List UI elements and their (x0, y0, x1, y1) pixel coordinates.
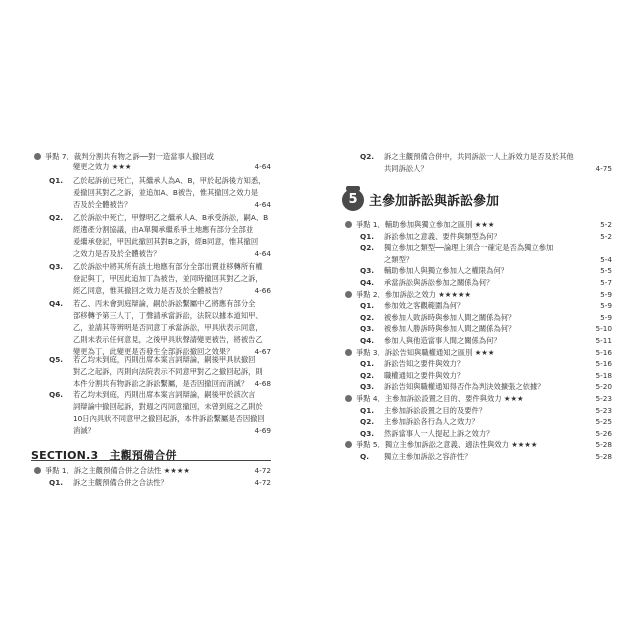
question-text-continued: 本件分割共有物訴訟之訴訟繫屬，是否因撤回而消滅？ (73, 379, 249, 388)
question-text: 獨立主參加訴訟之容許性？ (384, 452, 472, 461)
question-label: Q6. (49, 390, 64, 399)
question-text: 乙於訴訟中將其所有該土地應有部分全部出賣並移轉所有權 (73, 262, 263, 271)
page-number: 5-26 (595, 428, 612, 438)
page-number: 4-64 (254, 200, 271, 209)
question-label: Q4. (360, 278, 375, 287)
question-label: Q2. (49, 213, 64, 222)
page-number: 4-64 (254, 162, 271, 171)
issue-title: 爭點 2．參加訴訟之效力 ★★★★★ (356, 289, 471, 299)
question-label: Q2. (360, 370, 375, 380)
chapter-number-badge: 5 (342, 189, 364, 211)
page-number: 4-64 (254, 249, 271, 258)
page-number: 5-2 (600, 220, 612, 229)
question-text-continued: 爰撤回其對乙之訴，並追加A、B被告，惟其撤回之效力是 (73, 188, 259, 197)
page-number: 5-4 (600, 254, 612, 264)
question-label: Q2. (360, 312, 375, 322)
question-label: Q3. (360, 428, 375, 438)
page-number: 5-10 (595, 324, 612, 334)
question-text-continued: 乙則未表示任何意見，之後甲具狀聲請變更被告，將被告乙 (73, 335, 263, 344)
question-text-continued: 登記與丁，甲因此追加丁為被告，並同時撤回其對乙之訴， (73, 274, 263, 283)
chapter-title: 主參加訴訟與訴訟參加 (369, 194, 500, 209)
question-label: Q2. (360, 243, 375, 253)
page-number: 4-69 (254, 426, 271, 435)
question-text: 訴之主觀預備合併之合法性？ (73, 478, 168, 487)
question-text: 職權通知之要件與效力？ (384, 370, 465, 380)
question-text: 承當訴訟與訴訟參加之關係為何？ (384, 278, 494, 287)
issue-bullet-icon (345, 349, 352, 356)
question-text: 訴訟參加之意義、要件與類型為何？ (384, 231, 501, 241)
issue-title: 爭點 3．訴訟告知與職權通知之區別 ★★★ (356, 347, 495, 357)
question-text: 獨立參加之類型──論理上須合一確定是否為獨立參加 (384, 243, 554, 253)
question-text-continued: 之效力是否及於全體被告？ (73, 249, 161, 258)
page-number: 5-28 (595, 440, 612, 450)
question-text: 主參加訴訟各行為人之效力？ (384, 417, 479, 427)
question-text: 若乙、丙未會到庭辯論，嗣於訴訟繫屬中乙將應有部分全 (73, 299, 256, 308)
question-label: Q3. (360, 324, 375, 334)
question-text-continued: 對乙之起訴，丙則向法院表示不同意甲對乙之撤回起訴，則 (73, 367, 263, 376)
issue-bullet-icon (34, 467, 41, 474)
question-text-continued: 消滅？ (73, 426, 95, 435)
issue-title: 爭點 7．裁判分割共有物之訴──對一造當事人撤回或 (45, 152, 214, 161)
question-text: 乙於訴訟中死亡，甲聲明乙之繼承人A、B承受訴訟，嗣A、B (73, 213, 269, 222)
question-text: 若乙均未到庭，丙則出席本案言詞辯論，嗣後甲於該次言 (73, 390, 256, 399)
question-text: 若乙均未到庭，丙則出席本案言詞辯論，嗣後甲具狀撤回 (73, 355, 256, 364)
question-label: Q1. (360, 405, 375, 415)
question-text: 參加效之客觀範圍為何？ (384, 301, 465, 311)
page-number: 5-28 (595, 452, 612, 461)
issue-bullet-icon (345, 221, 352, 228)
page-number: 5-11 (595, 336, 612, 345)
question-label: Q4. (49, 299, 64, 308)
issue-title: 爭點 5．獨立主參加訴訟之意義、適法性與效力 ★★★★ (356, 440, 538, 450)
page-number: 5-18 (595, 370, 612, 380)
page-number: 5-23 (595, 394, 612, 403)
page-number: 4-75 (595, 164, 612, 173)
question-text-continued: 爰繼承登記，甲因此撤回其對B之訴，經B同意，惟其撤回 (73, 237, 259, 246)
question-label: Q2. (360, 417, 375, 427)
question-text: 被參加人敗訴時與參加人間之關係為何？ (384, 312, 516, 322)
issue-bullet-icon (345, 395, 352, 402)
question-text: 參加人與他造當事人間之關係為何？ (384, 336, 501, 345)
question-text-continued: 變更為丁，此變更是否發生全部訴訟撤回之效果？ (73, 347, 234, 356)
issue-title: 爭點 1．輔助參加與獨立參加之區別 ★★★ (356, 220, 495, 229)
page-number: 5-25 (595, 417, 612, 427)
question-label: Q1. (360, 301, 375, 311)
page-number: 5-20 (595, 382, 612, 392)
question-text-continued: 否及於全體被告？ (73, 200, 132, 209)
question-label: Q1. (360, 231, 375, 241)
page-number: 5-2 (600, 231, 612, 241)
question-text-continued: 經乙同意，惟其撤回之效力是否及於全體被告？ (73, 286, 227, 295)
question-text-continued: 詞辯論中撤回起訴，對週之丙同意撤回，未曾到庭之乙則於 (73, 402, 263, 411)
issue-title-continued: 變更之效力 ★★★ (73, 162, 132, 171)
page-number: 5-16 (595, 347, 612, 357)
section-title: SECTION.3 主觀預備合併 (31, 449, 177, 462)
question-label: Q5. (49, 355, 64, 364)
question-text: 訴訟告知之要件與效力？ (384, 359, 465, 369)
page-number: 5-9 (600, 289, 612, 299)
question-label: Q3. (360, 266, 375, 276)
question-text: 訴之主觀預備合併中，共同訴訟一人上訴效力是否及於其他 (384, 152, 574, 161)
question-label: Q3. (49, 262, 64, 271)
page-number: 4-67 (254, 347, 271, 356)
issue-bullet-icon (345, 291, 352, 298)
issue-title: 爭點 1．訴之主觀預備合併之合法性 ★★★★ (45, 466, 190, 475)
question-text-continued: 乙，並請其等辨明是否同意丁承當訴訟，甲具狀表示同意， (73, 323, 263, 332)
question-text: 然訴當事人一人提起上訴之效力？ (384, 428, 494, 438)
question-text-continued: 經遺產分割協議，由A單獨承繼系爭土地應有部分全部並 (73, 225, 254, 234)
page-number: 5-5 (600, 266, 612, 276)
issue-title: 爭點 4．主參加訴訟設置之目的、要件與效力 ★★★ (356, 394, 524, 403)
page-number: 5-9 (600, 312, 612, 322)
page-number: 5-16 (595, 359, 612, 369)
question-text: 訴訟告知與職權通知得否作為判決效擴張之依據？ (384, 382, 545, 392)
page-number: 5-9 (600, 301, 612, 311)
question-text: 被參加人勝訴時與參加人間之關係為何？ (384, 324, 516, 334)
page-number: 4-72 (254, 466, 271, 475)
page-number: 5-23 (595, 405, 612, 415)
question-label: Q1. (49, 478, 64, 487)
question-text-continued: 10日內具狀不同意甲之撤回起訴，本件訴訟繫屬是否因撤回 (73, 414, 265, 423)
question-text: 主參加訴訟設置之目的及要件？ (384, 405, 487, 415)
question-label: Q1. (360, 359, 375, 369)
page-number: 4-72 (254, 478, 271, 487)
question-text: 乙於起訴前已死亡，其繼承人為A、B，甲於起訴後方知悉， (73, 176, 266, 185)
section-divider (31, 460, 271, 461)
question-text-continued: 之類型？ (384, 254, 414, 264)
question-text: 輔助參加人與獨立參加人之權限為何？ (384, 266, 509, 276)
question-label: Q3. (360, 382, 375, 392)
question-text-continued: 共同訴訟人？ (384, 164, 428, 173)
question-label: Q. (360, 452, 369, 461)
question-label: Q4. (360, 336, 375, 345)
question-label: Q2. (360, 152, 375, 161)
page-number: 4-68 (254, 379, 271, 388)
issue-bullet-icon (345, 441, 352, 448)
page-number: 4-66 (254, 286, 271, 295)
issue-bullet-icon (34, 153, 41, 160)
page-number: 5-7 (600, 278, 612, 287)
section-header (31, 444, 271, 463)
question-label: Q1. (49, 176, 64, 185)
question-text-continued: 部移轉予第三人丁，丁聲請承當訴訟，法院以據本道知甲、 (73, 311, 263, 320)
